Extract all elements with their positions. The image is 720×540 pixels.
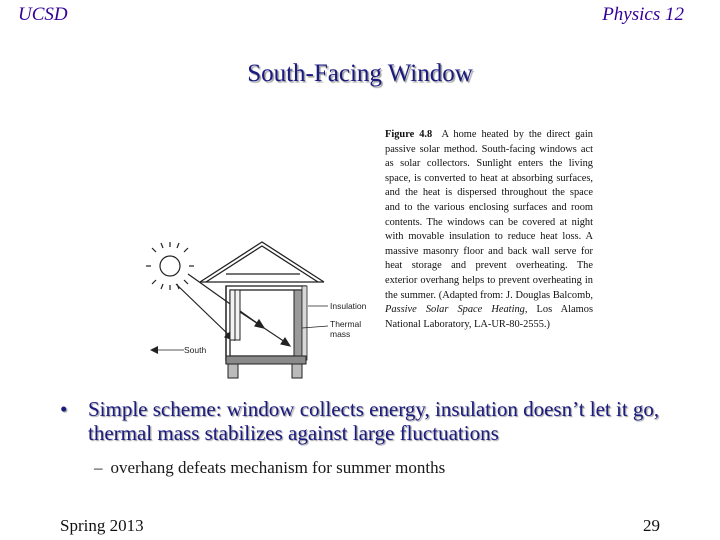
sub-bullet [94, 458, 445, 478]
footer-date: Spring 2013 [60, 516, 144, 535]
bullet-text: Simple scheme: window collects energy, insulation doesn’t let it go, thermal mass stabilizes against large fluctuations [88, 397, 660, 445]
figure-caption-text: A home heated by the direct gain passive solar method. South-facing windows act as solar collectors. Sunlight enters the living space, is converted to heat at absorbing surfaces, and the heat is dispersed throughout the space and to the various enclosing surfaces and room contents. The windows can be covered at night with movable insulation to reduce heat loss. A massive masonry floor and back wall serve for heat storage and prevent overheating. The exterior overhang helps to prevent overheating in the summer. (Adapted from: J. Douglas Balcomb, [385, 129, 593, 301]
figure-caption [385, 128, 593, 332]
sun-icon [146, 242, 194, 290]
slide-title: South-Facing Window [247, 60, 473, 87]
label-mass: mass [330, 329, 351, 339]
header-right: Physics 12 [602, 4, 684, 25]
roof [200, 242, 324, 282]
sub-bullet-text: overhang defeats mechanism for summer months [110, 458, 446, 477]
thermal-mass-wall [294, 290, 302, 356]
bullet-marker: • [60, 397, 68, 421]
figure-caption-label: Figure 4.8 [385, 129, 433, 140]
header-left: UCSD [18, 4, 68, 25]
south-arrow-icon [150, 346, 158, 354]
figure-caption-italic: Passive Solar Space Heating [385, 304, 525, 316]
insulation-layer [302, 286, 307, 360]
label-south: South [184, 345, 207, 355]
south-window [230, 290, 240, 340]
figure-caption-tail: , Los Alamos National Laboratory, LA-UR-80-2555.) [385, 304, 593, 330]
thermal-mass-floor [226, 356, 306, 364]
sunlight-arrows [176, 274, 264, 340]
label-thermal: Thermal [330, 319, 362, 329]
figure-panel [114, 114, 600, 390]
foundation [228, 364, 302, 378]
label-insulation: Insulation [330, 301, 367, 311]
sub-bullet-marker: – [94, 458, 103, 477]
page-number: 29 [643, 516, 660, 535]
